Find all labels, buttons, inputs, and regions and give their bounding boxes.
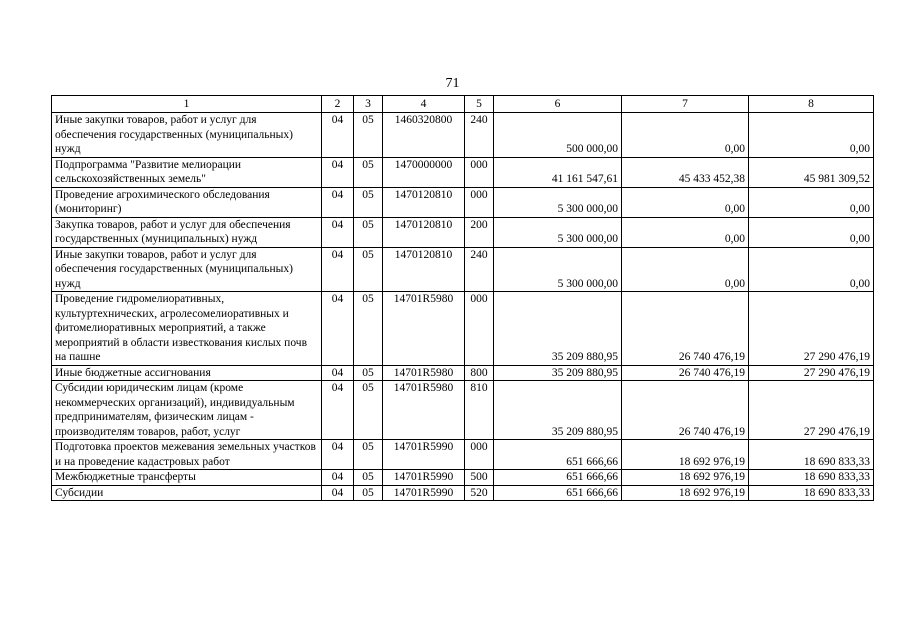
amount-col7-cell: 0,00	[622, 247, 749, 292]
amount-col8-cell: 27 290 476,19	[749, 381, 874, 440]
target-article-cell: 1470120810	[383, 247, 465, 292]
table-row	[52, 247, 874, 292]
table-row	[52, 187, 874, 217]
subsection-code-cell: 05	[354, 247, 383, 292]
amount-col7-cell: 18 692 976,19	[622, 485, 749, 501]
row-name-cell: Подпрограмма "Развитие мелиорации сельскохозяйственных земель"	[52, 157, 322, 187]
amount-col6-cell: 41 161 547,61	[494, 157, 622, 187]
subsection-code-cell: 05	[354, 187, 383, 217]
amount-col6-cell: 5 300 000,00	[494, 217, 622, 247]
table-row	[52, 292, 874, 366]
subsection-code-cell: 05	[354, 292, 383, 366]
expense-type-cell: 000	[465, 440, 494, 470]
column-header: 8	[749, 96, 874, 113]
section-code-cell: 04	[322, 365, 354, 381]
amount-col8-cell: 0,00	[749, 113, 874, 158]
column-header: 3	[354, 96, 383, 113]
amount-col8-cell: 18 690 833,33	[749, 470, 874, 486]
column-header: 7	[622, 96, 749, 113]
expense-type-cell: 240	[465, 113, 494, 158]
row-name-cell: Субсидии	[52, 485, 322, 501]
table-row	[52, 157, 874, 187]
row-name-cell: Подготовка проектов межевания земельных участков и на проведение кадастровых работ	[52, 440, 322, 470]
amount-col6-cell: 35 209 880,95	[494, 365, 622, 381]
target-article-cell: 14701R5990	[383, 440, 465, 470]
target-article-cell: 1470120810	[383, 187, 465, 217]
subsection-code-cell: 05	[354, 485, 383, 501]
subsection-code-cell: 05	[354, 381, 383, 440]
subsection-code-cell: 05	[354, 470, 383, 486]
section-code-cell: 04	[322, 113, 354, 158]
subsection-code-cell: 05	[354, 157, 383, 187]
column-header: 4	[383, 96, 465, 113]
amount-col7-cell: 26 740 476,19	[622, 292, 749, 366]
table-row	[52, 217, 874, 247]
subsection-code-cell: 05	[354, 217, 383, 247]
amount-col8-cell: 0,00	[749, 217, 874, 247]
section-code-cell: 04	[322, 157, 354, 187]
target-article-cell: 14701R5980	[383, 381, 465, 440]
row-name-cell: Закупка товаров, работ и услуг для обеспечения государственных (муниципальных) нужд	[52, 217, 322, 247]
expense-type-cell: 500	[465, 470, 494, 486]
section-code-cell: 04	[322, 470, 354, 486]
section-code-cell: 04	[322, 247, 354, 292]
section-code-cell: 04	[322, 485, 354, 501]
target-article-cell: 14701R5990	[383, 470, 465, 486]
row-name-cell: Иные бюджетные ассигнования	[52, 365, 322, 381]
expense-type-cell: 000	[465, 187, 494, 217]
table-row	[52, 470, 874, 486]
page-number: 71	[445, 76, 460, 91]
table-row	[52, 485, 874, 501]
amount-col6-cell: 500 000,00	[494, 113, 622, 158]
section-code-cell: 04	[322, 440, 354, 470]
target-article-cell: 1470000000	[383, 157, 465, 187]
budget-table	[51, 95, 874, 501]
amount-col8-cell: 27 290 476,19	[749, 365, 874, 381]
column-header: 6	[494, 96, 622, 113]
target-article-cell: 14701R5980	[383, 365, 465, 381]
expense-type-cell: 240	[465, 247, 494, 292]
section-code-cell: 04	[322, 217, 354, 247]
table-row	[52, 113, 874, 158]
amount-col8-cell: 0,00	[749, 187, 874, 217]
expense-type-cell: 800	[465, 365, 494, 381]
row-name-cell: Межбюджетные трансферты	[52, 470, 322, 486]
amount-col6-cell: 35 209 880,95	[494, 292, 622, 366]
table-header	[52, 96, 874, 113]
table-row	[52, 440, 874, 470]
expense-type-cell: 520	[465, 485, 494, 501]
amount-col7-cell: 45 433 452,38	[622, 157, 749, 187]
expense-type-cell: 000	[465, 292, 494, 366]
amount-col7-cell: 0,00	[622, 217, 749, 247]
section-code-cell: 04	[322, 292, 354, 366]
target-article-cell: 14701R5990	[383, 485, 465, 501]
column-header: 2	[322, 96, 354, 113]
amount-col7-cell: 26 740 476,19	[622, 365, 749, 381]
amount-col6-cell: 651 666,66	[494, 440, 622, 470]
row-name-cell: Проведение гидромелиоративных, культуртехнических, агролесомелиоративных и фитомелиоративных мероприятий, а также мероприятий в области известкования кислых почв на пашне	[52, 292, 322, 366]
amount-col6-cell: 35 209 880,95	[494, 381, 622, 440]
row-name-cell: Субсидии юридическим лицам (кроме некоммерческих организаций), индивидуальным предпринимателям, физическим лицам - производителям товаров, работ, услуг	[52, 381, 322, 440]
expense-type-cell: 200	[465, 217, 494, 247]
amount-col6-cell: 5 300 000,00	[494, 247, 622, 292]
subsection-code-cell: 05	[354, 440, 383, 470]
amount-col7-cell: 18 692 976,19	[622, 470, 749, 486]
amount-col7-cell: 18 692 976,19	[622, 440, 749, 470]
section-code-cell: 04	[322, 187, 354, 217]
subsection-code-cell: 05	[354, 113, 383, 158]
amount-col8-cell: 45 981 309,52	[749, 157, 874, 187]
target-article-cell: 1470120810	[383, 217, 465, 247]
table-row	[52, 365, 874, 381]
row-name-cell: Иные закупки товаров, работ и услуг для обеспечения государственных (муниципальных) нужд	[52, 113, 322, 158]
amount-col8-cell: 0,00	[749, 247, 874, 292]
amount-col7-cell: 0,00	[622, 187, 749, 217]
column-header: 5	[465, 96, 494, 113]
target-article-cell: 1460320800	[383, 113, 465, 158]
column-header: 1	[52, 96, 322, 113]
target-article-cell: 14701R5980	[383, 292, 465, 366]
amount-col6-cell: 651 666,66	[494, 470, 622, 486]
amount-col8-cell: 18 690 833,33	[749, 440, 874, 470]
table-row	[52, 381, 874, 440]
subsection-code-cell: 05	[354, 365, 383, 381]
table-body	[52, 113, 874, 501]
amount-col7-cell: 26 740 476,19	[622, 381, 749, 440]
header-row	[52, 96, 874, 113]
expense-type-cell: 810	[465, 381, 494, 440]
amount-col8-cell: 27 290 476,19	[749, 292, 874, 366]
amount-col8-cell: 18 690 833,33	[749, 485, 874, 501]
section-code-cell: 04	[322, 381, 354, 440]
expense-type-cell: 000	[465, 157, 494, 187]
amount-col6-cell: 651 666,66	[494, 485, 622, 501]
row-name-cell: Проведение агрохимического обследования (мониторинг)	[52, 187, 322, 217]
row-name-cell: Иные закупки товаров, работ и услуг для обеспечения государственных (муниципальных) нужд	[52, 247, 322, 292]
amount-col7-cell: 0,00	[622, 113, 749, 158]
amount-col6-cell: 5 300 000,00	[494, 187, 622, 217]
